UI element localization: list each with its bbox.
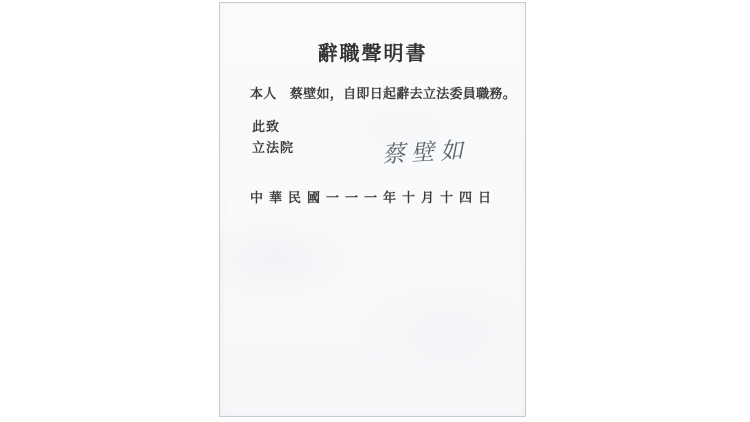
handwritten-signature: 蔡壁如 <box>381 136 470 168</box>
document-title: 辭職聲明書 <box>317 43 428 65</box>
resignation-letter-paper <box>219 2 526 417</box>
document-date-line: 中華民國一一一年十月十四日 <box>250 190 498 205</box>
resignation-statement-line: 本人 蔡壁如，自即日起辭去立法委員職務。 <box>250 86 517 101</box>
salutation-text: 此致 <box>252 119 281 134</box>
addressee-text: 立法院 <box>252 140 295 155</box>
